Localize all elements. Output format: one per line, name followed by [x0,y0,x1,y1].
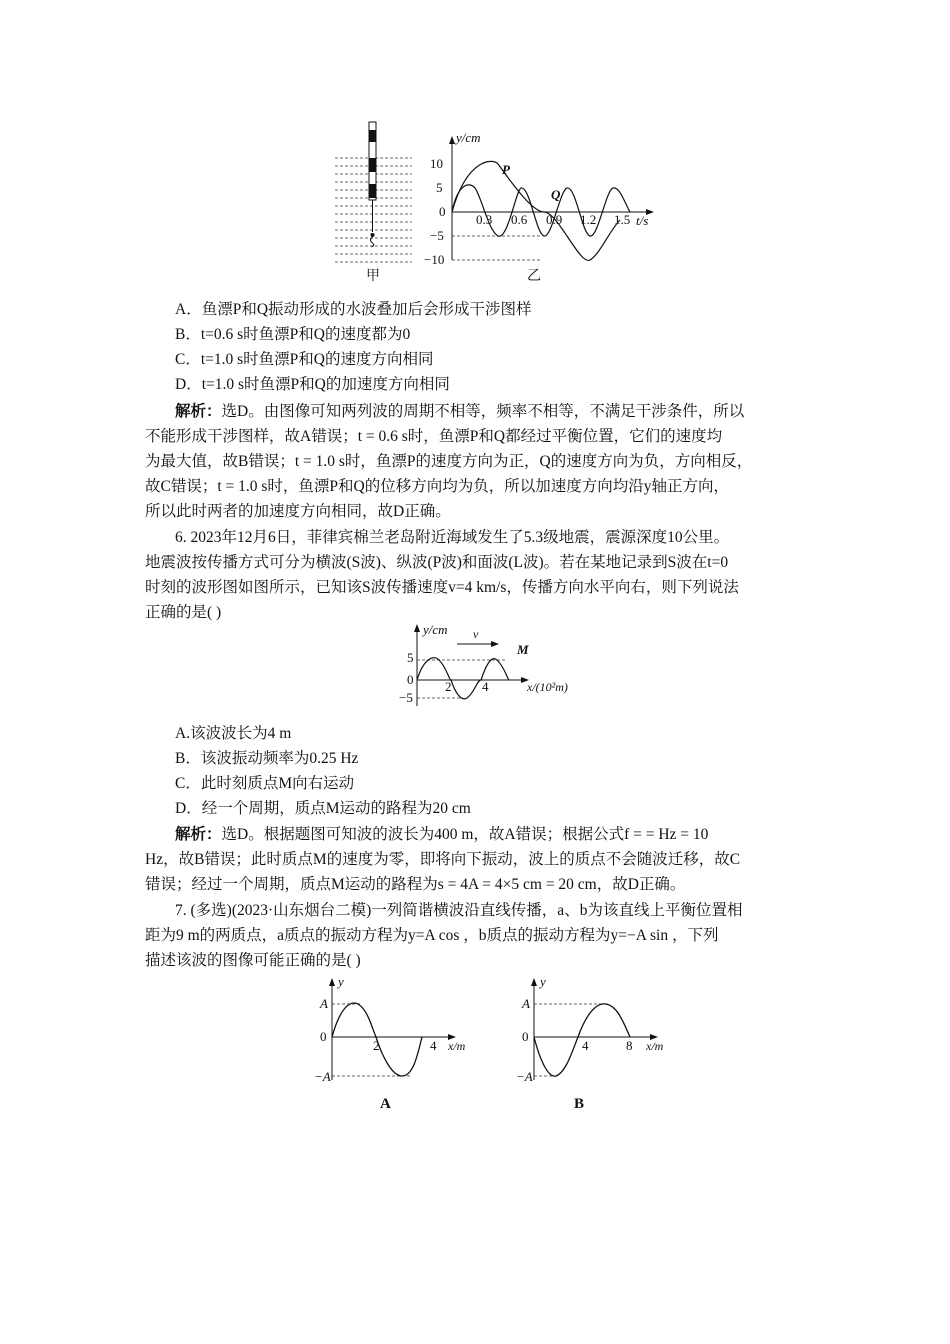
fig-a-x4: 4 [430,1038,437,1053]
q5-analysis-line-1: 解析：选D。由图像可知两列波的周期不相等，频率不相等，不满足干涉条件，所以 [175,403,745,420]
q6-stem-2: 地震波按传播方式可分为横波(S波)、纵波(P波)和面波(L波)。若在某地记录到S波在t=0 [145,554,729,571]
fig-a-minusA: −A [314,1069,331,1084]
label-P: P [502,162,510,177]
fig-a-A: A [320,996,328,1011]
fig-b-x8: 8 [626,1038,633,1053]
q6-stem-3: 时刻的波形图如图所示，已知该S波传播速度v=4 km/s，传播方向水平向右，则下列说法 [145,579,739,596]
label-M: M [517,642,529,657]
fig-b-A: A [522,996,530,1011]
s-wave-ylabel: y/cm [423,622,448,637]
s-wave-xlabel: x/(10²m) [527,680,568,694]
fishing-float-icon [335,122,412,262]
q6-analysis-line-3: 错误；经过一个周期，质点M运动的路程为s = 4A = 4×5 cm = 20 cm，故D正确。 [145,876,686,893]
figure-a-svg [310,968,485,1118]
q6-option-b: B．该波振动频率为0.25 Hz [175,750,359,767]
xtick-1.2: 1.2 [580,212,597,227]
fig-b-zero: 0 [522,1029,529,1044]
t-axis-label: t/s [636,213,649,228]
fig-a-caption: A [380,1096,391,1112]
ytick-m10: −10 [424,252,445,267]
q6-analysis-line-1: 解析：选D。根据题图可知波的波长为400 m，故A错误；根据公式f = = Hz = 10 [175,826,709,843]
analysis-label: 解析： [175,403,222,420]
y-axis-label: y/cm [456,130,481,145]
wave-Q [452,185,630,236]
label-yi: 乙 [527,269,541,284]
fig-a-xlabel: x/m [448,1039,466,1053]
s-wave-svg [395,618,590,710]
graph-yi [424,130,654,267]
q5-option-c: C．t=1.0 s时鱼漂P和Q的速度方向相同 [175,351,434,368]
figure-option-b [512,968,687,1118]
ytick-10: 10 [430,156,443,171]
q5-analysis-line-3: 为最大值，故B错误；t = 1.0 s时，鱼漂P的速度方向为正，Q的速度方向为负，方向相反， [145,453,753,470]
figure-option-a [310,968,485,1118]
q5-analysis-line-5: 所以此时两者的加速度方向相同，故D正确。 [145,503,451,520]
xtick-4: 4 [482,679,489,694]
q5-option-b: B．t=0.6 s时鱼漂P和Q的速度都为0 [175,326,411,343]
figure-s-wave [395,618,590,710]
q7-stem-1: 7. (多选)(2023·山东烟台二模)一列简谐横波沿直线传播，a、b为该直线上平衡位置相 [175,902,743,919]
q5-option-a: A．鱼漂P和Q振动形成的水波叠加后会形成干涉图样 [175,301,532,318]
q5-analysis-line-4: 故C错误；t = 1.0 s时，鱼漂P和Q的位移方向均为负，所以加速度方向均沿y轴正方向， [145,478,729,495]
xtick-1.5: 1.5 [614,212,631,227]
fig-a-x2: 2 [373,1038,380,1053]
figure-svg [330,120,660,285]
ytick-0: 0 [407,672,414,687]
ytick-m5: −5 [399,690,413,705]
xtick-0.9: 0.9 [546,212,563,227]
label-jia: 甲 [366,269,380,284]
fig-a-ylabel: y [338,974,344,989]
q5-analysis-line-2: 不能形成干涉图样，故A错误；t = 0.6 s时，鱼漂P和Q都经过平衡位置，它们的速度均 [145,428,723,445]
q6-option-a: A.该波波长为4 m [175,725,292,742]
fig-b-ylabel: y [540,974,546,989]
q6-option-c: C．此时刻质点M向右运动 [175,775,355,792]
q7-stem-2: 距为9 m的两质点，a质点的振动方程为y=A cos ，b质点的振动方程为y=−A sin ，下列 [145,927,719,944]
velocity-v: v [473,627,479,641]
analysis-label: 解析： [175,826,222,843]
fig-b-x4: 4 [582,1038,589,1053]
q6-option-d: D．经一个周期，质点M运动的路程为20 cm [175,800,471,817]
q6-stem-4: 正确的是( ) [145,604,222,621]
wave-P [452,161,620,260]
ytick-m5: −5 [430,228,444,243]
q6-stem-1: 6. 2023年12月6日，菲律宾棉兰老岛附近海域发生了5.3级地震，震源深度10公里。 [175,529,730,546]
fig-a-zero: 0 [320,1029,327,1044]
figure-b-svg [512,968,687,1118]
fig-b-caption: B [574,1096,585,1112]
s-wave-curve [417,658,509,699]
ytick-5: 5 [436,180,443,195]
fig-b-minusA: −A [516,1069,533,1084]
figure-jia-yi [330,120,660,285]
fig-b-xlabel: x/m [646,1039,664,1053]
ytick-0: 0 [439,204,446,219]
xtick-0.6: 0.6 [511,212,528,227]
label-Q: Q [551,187,561,202]
q6-analysis-line-2: Hz，故B错误；此时质点M的速度为零，即将向下振动，波上的质点不会随波迁移，故C [145,851,741,868]
xtick-2: 2 [445,679,452,694]
q5-option-d: D．t=1.0 s时鱼漂P和Q的加速度方向相同 [175,376,450,393]
xtick-0.3: 0.3 [476,212,493,227]
q7-stem-3: 描述该波的图像可能正确的是( ) [145,952,361,969]
ytick-5: 5 [407,650,414,665]
